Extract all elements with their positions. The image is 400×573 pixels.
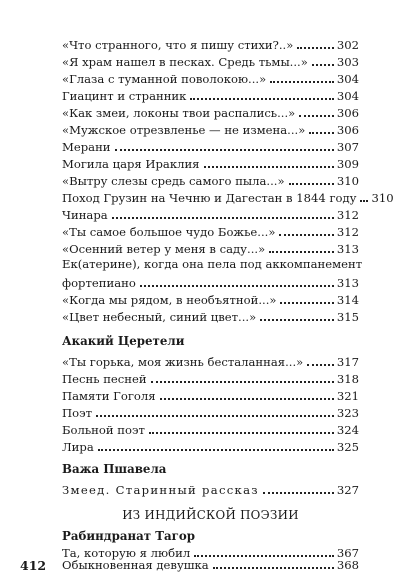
dot-leader: [312, 64, 334, 66]
toc-entry: [62, 404, 359, 421]
toc-entry: [62, 104, 359, 121]
author-heading: Рабиндранат Тагор: [62, 529, 195, 543]
dot-leader: [149, 432, 334, 434]
entry-title: «Как змеи, локоны твои распались...»: [62, 106, 296, 120]
entry-page: 321: [336, 389, 359, 403]
toc-entry: [62, 206, 359, 223]
entry-title: фортепиано: [62, 276, 136, 290]
entry-title: Песнь песней: [62, 372, 147, 386]
dot-leader: [297, 47, 334, 49]
entry-page: 309: [336, 157, 359, 171]
toc-entry: [62, 138, 359, 155]
entry-title: Та, которую я любил: [62, 546, 191, 560]
entry-page: 318: [336, 372, 359, 386]
entry-title: «Я храм нашел в песках. Средь тьмы...»: [62, 55, 308, 69]
toc-entry: [62, 223, 359, 240]
entry-page: 367: [336, 546, 359, 560]
entry-page: 313: [336, 276, 359, 290]
entry-page: 310: [336, 174, 359, 188]
entry-title: «Что странного, что я пишу стихи?..»: [62, 38, 294, 52]
toc-entry: [62, 172, 359, 189]
dot-leader: [270, 81, 334, 83]
entry-page: 306: [336, 123, 359, 137]
dot-leader: [115, 149, 334, 151]
toc-entry: [62, 481, 359, 498]
entry-title: «Осенний ветер у меня в саду...»: [62, 242, 266, 256]
toc-entry: [62, 438, 359, 455]
toc-entry: [62, 240, 359, 257]
toc-entry: [62, 189, 394, 206]
entry-page: 324: [336, 423, 359, 437]
entry-title: «Ты горька, моя жизнь бесталанная...»: [62, 355, 304, 369]
dot-leader: [160, 398, 334, 400]
entry-title: Памяти Гоголя: [62, 389, 156, 403]
entry-title: Мерани: [62, 140, 111, 154]
entry-page: 312: [336, 208, 359, 222]
entry-title: «Вытру слезы средь самого пыла...»: [62, 174, 285, 188]
toc-entry: [62, 370, 359, 387]
toc-entry: [62, 291, 359, 308]
entry-title: Поход Грузин на Чечню и Дагестан в 1844 году: [62, 191, 357, 205]
entry-page: 325: [336, 440, 359, 454]
toc-entry: [62, 556, 359, 573]
entry-title: «Цвет небесный, синий цвет...»: [62, 310, 257, 324]
entry-page: 314: [336, 293, 359, 307]
entry-page: 368: [336, 558, 359, 572]
toc-entry: [62, 353, 359, 370]
entry-title: «Мужское отрезвленье — не измена...»: [62, 123, 306, 137]
entry-title: Обыкновенная девушка: [62, 558, 209, 572]
dot-leader: [151, 381, 334, 383]
section-heading: ИЗ ИНДИЙСКОЙ ПОЭЗИИ: [122, 508, 299, 522]
dot-leader: [279, 234, 333, 236]
dot-leader: [309, 132, 334, 134]
entry-title: Лира: [62, 440, 94, 454]
dot-leader: [280, 302, 333, 304]
dot-leader: [190, 98, 333, 100]
toc-entry: [62, 121, 359, 138]
author-heading: Важа Пшавела: [62, 462, 167, 476]
entry-page: 317: [336, 355, 359, 369]
entry-title: Змеед. Старинный рассказ: [62, 483, 259, 497]
dot-leader: [263, 492, 334, 494]
entry-title: «Когда мы рядом, в необъятной...»: [62, 293, 277, 307]
entry-title: Поэт: [62, 406, 92, 420]
entry-title: Гиацинт и странник: [62, 89, 187, 103]
dot-leader: [112, 217, 334, 219]
author-heading: Акакий Церетели: [62, 334, 185, 348]
dot-leader: [260, 319, 334, 321]
entry-page: 315: [336, 310, 359, 324]
entry-page: 323: [336, 406, 359, 420]
dot-leader: [307, 364, 334, 366]
entry-page: 313: [336, 242, 359, 256]
entry-page: 304: [336, 89, 359, 103]
toc-entry: [62, 155, 359, 172]
entry-page: 306: [336, 106, 359, 120]
toc-entry: [62, 421, 359, 438]
toc-entry: [62, 36, 359, 53]
toc-entry: [62, 87, 359, 104]
toc-entry: [62, 308, 359, 325]
entry-page: 310: [371, 191, 394, 205]
dot-leader: [360, 200, 368, 202]
entry-title: Могила царя Ираклия: [62, 157, 200, 171]
entry-page: 312: [336, 225, 359, 239]
toc-entry: [62, 387, 359, 404]
entry-title: Больной поэт: [62, 423, 145, 437]
entry-title: «Глаза с туманной поволокою...»: [62, 72, 267, 86]
entry-title: Чинара: [62, 208, 108, 222]
toc-entry: [62, 53, 359, 70]
entry-page: 304: [336, 72, 359, 86]
dot-leader: [299, 115, 334, 117]
dot-leader: [140, 285, 334, 287]
entry-title-first-line: Ек(атерине), когда она пела под аккомпанемент: [62, 257, 363, 271]
entry-page: 303: [336, 55, 359, 69]
toc-entry: [62, 274, 359, 291]
toc-entry: [62, 70, 359, 87]
dot-leader: [269, 251, 334, 253]
dot-leader: [213, 567, 334, 569]
dot-leader: [204, 166, 334, 168]
entry-title: «Ты самое большое чудо Божье...»: [62, 225, 276, 239]
entry-page: 307: [336, 140, 359, 154]
entry-page: 327: [336, 483, 359, 497]
dot-leader: [98, 449, 334, 451]
dot-leader: [289, 183, 334, 185]
entry-page: 302: [336, 38, 359, 52]
page-number: 412: [20, 558, 47, 573]
dot-leader: [96, 415, 334, 417]
